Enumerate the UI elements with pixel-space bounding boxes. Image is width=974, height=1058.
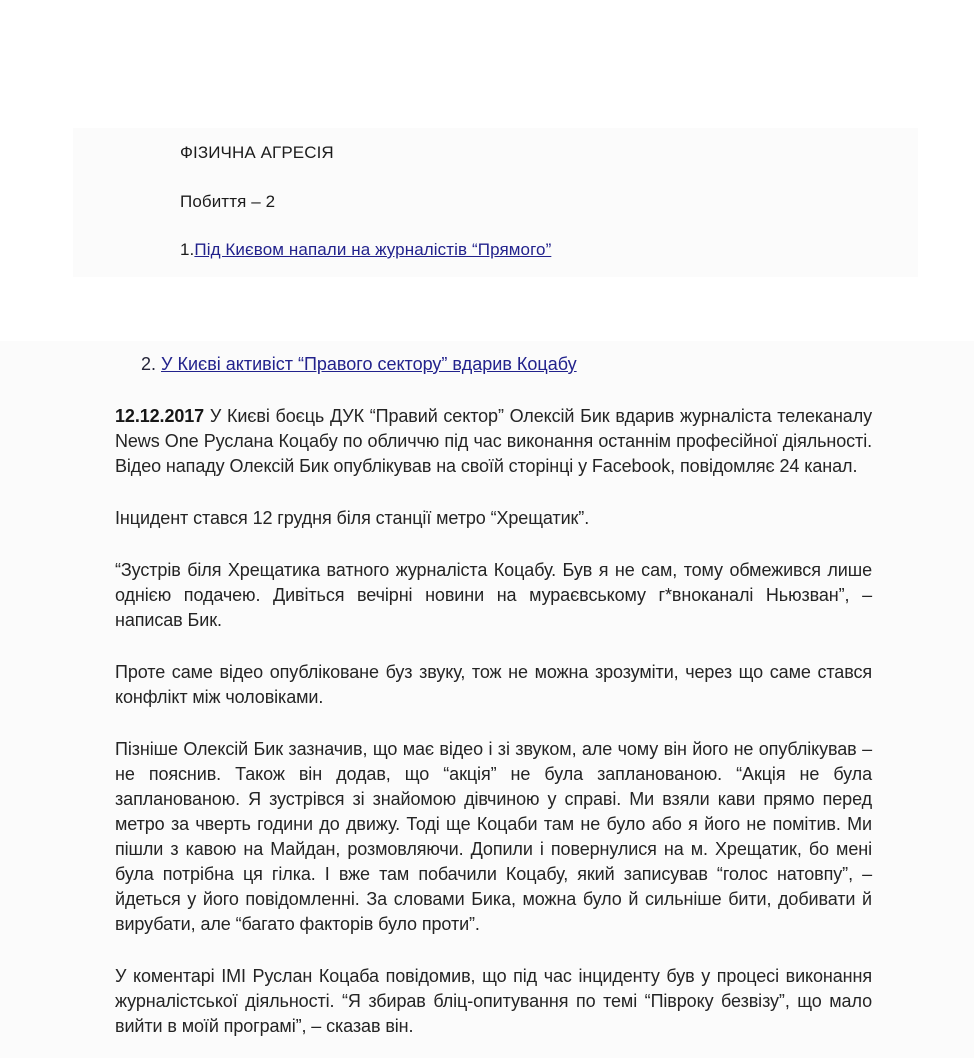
paragraph-byk-quote: “Зустрів біля Хрещатика ватного журналіста Коцабу. Був я не сам, тому обмежився лише однією подачею. Дивіться вечірні новини на мураєвському г*вноканалі Ньюзван”, – написав Бик.: [115, 560, 872, 630]
link-kotsaba-incident[interactable]: У Києві активіст “Правого сектору” вдарив Коцабу: [161, 354, 577, 374]
paragraph-lead-text: У Києві боєць ДУК “Правий сектор” Олексій Бик вдарив журналіста телеканалу News One Руслана Коцабу по обличчю під час виконання останнім професійної діяльності. Відео нападу Олексій Бик опублікував на своїй сторінці у Facebook, повідомляє 24 канал.: [115, 406, 872, 476]
item-1-number: 1.: [180, 240, 195, 259]
link-attack-on-priamyi-journalists[interactable]: Під Києвом напали на журналістів “Прямого”: [194, 240, 552, 259]
paragraph-byk-explanation: Пізніше Олексій Бик зазначив, що має відео і зі звуком, але чому він його не опублікував – не пояснив. Також він додав, що “акція” не була запланованою. “Акція не була запланованою. Я зустрівся зі знайомою дівчиною у справі. Ми взяли кави прямо перед метро за чверть години до движу. Тоді ще Коцаби там не було або я його не помітив. Ми пішли з кавою на Майдан, розмовляючи. Допили і повернулися на м. Хрещатик, бо мені була потрібна ця гілка. І вже там побачили Коцабу, який записував “голос натовпу”, – йдеться у його повідомленні. За словами Бика, можна було й сильніше бити, добивати й вирубати, але “багато факторів було проти”.: [115, 739, 872, 934]
paragraph-incident-location: Інцидент стався 12 грудня біля станції метро “Хрещатик”.: [115, 508, 590, 528]
list-item-2: [141, 352, 872, 377]
incident-date: 12.12.2017: [115, 406, 205, 426]
article-section: [0, 341, 974, 1058]
beatings-count-label: Побиття – 2: [180, 192, 276, 211]
list-item-1: [180, 241, 878, 259]
paragraph-kotsaba-comment: У коментарі ІМІ Руслан Коцаба повідомив, що під час інциденту був у процесі виконання журналістської діяльності. “Я збирав бліц-опитування по темі “Півроку безвізу”, що мало вийти в моїй програмі”, – сказав він.: [115, 966, 872, 1036]
paragraph-video-no-sound: Проте саме відео опубліковане буз звуку, тож не можна зрозуміти, через що саме стався конфлікт між чоловіками.: [115, 662, 872, 707]
summary-box: [73, 128, 918, 277]
paragraph-lead: [115, 404, 872, 479]
section-title: ФІЗИЧНА АГРЕСІЯ: [180, 143, 334, 162]
item-2-number: 2.: [141, 354, 157, 374]
